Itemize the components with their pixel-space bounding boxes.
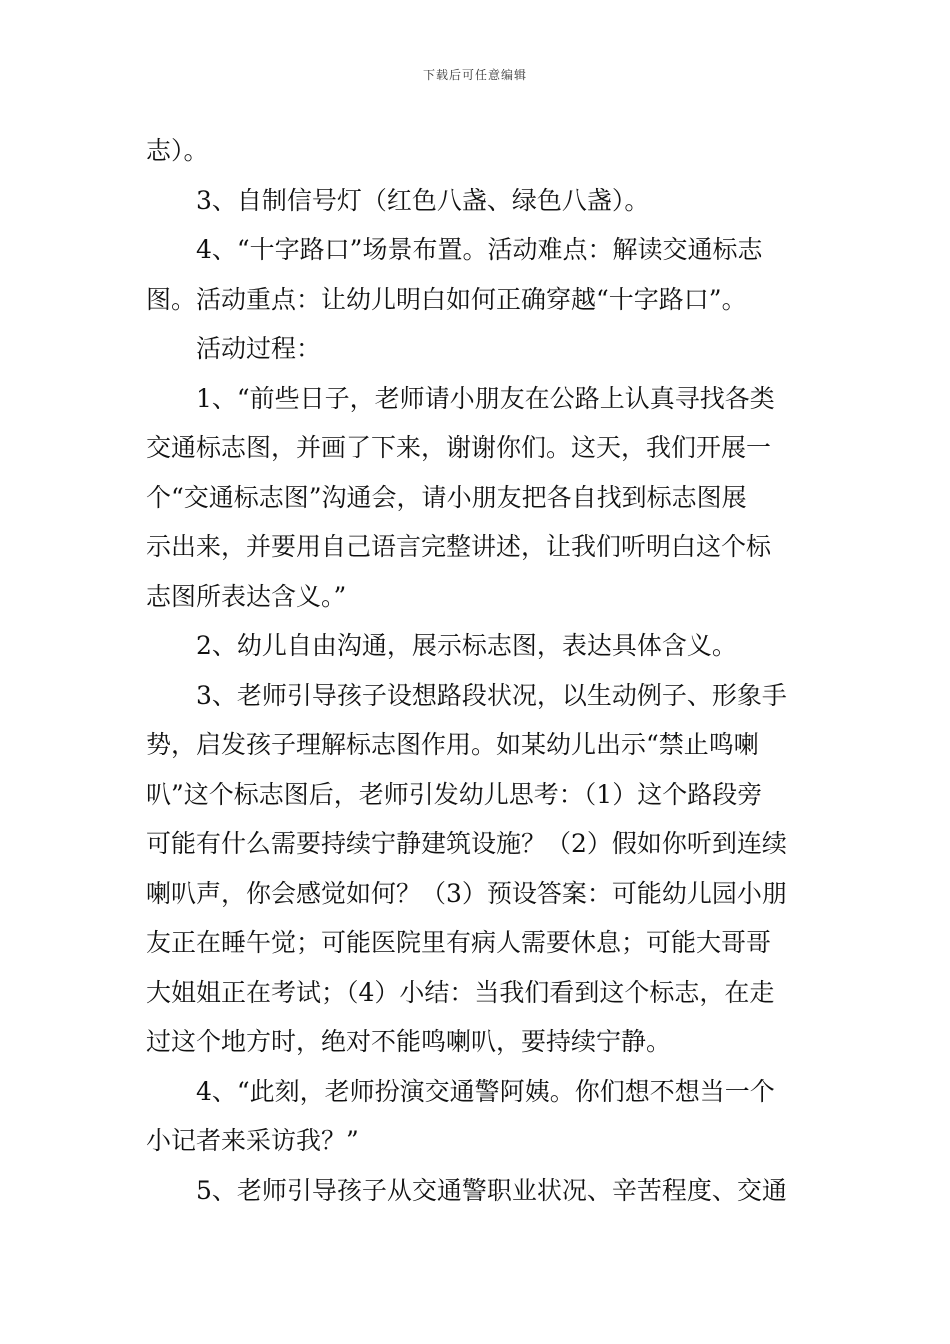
text-line: 图。活动重点：让幼儿明白如何正确穿越“十字路口”。 [146,284,747,314]
text-line: 2、幼儿自由沟通，展示标志图，表达具体含义。 [196,631,737,660]
section-heading: 活动过程： [196,334,322,363]
text-line: 3、老师引导孩子设想路段状况，以生动例子、形象手 [196,680,787,710]
document-body [146,126,806,1215]
text-line: 友正在睡午觉；可能医院里有病人需要休息；可能大哥哥 [146,928,772,957]
text-line: 叭”这个标志图后，老师引发幼儿思考：（1）这个路段旁 [146,779,763,809]
text-line: 可能有什么需要持续宁静建筑设施？（2）假如你听到连续 [146,829,787,858]
text-line: 3、自制信号灯（红色八盏、绿色八盏）。 [196,185,650,215]
text-line: 势，启发孩子理解标志图作用。如某幼儿出示“禁止鸣喇 [146,730,759,759]
header-note: 下载后可任意编辑 [422,68,527,82]
text-line: 志）。 [146,136,209,165]
text-line: 交通标志图，并画了下来，谢谢你们。这天，我们开展一 [146,433,772,462]
text-line: 个“交通标志图”沟通会，请小朋友把各自找到标志图展 [146,482,747,512]
text-line: 1、“前些日子，老师请小朋友在公路上认真寻找各类 [196,383,775,413]
text-line: 过这个地方时，绝对不能鸣喇叭，要持续宁静。 [146,1027,672,1056]
text-line: 示出来，并要用自己语言完整讲述，让我们听明白这个标 [146,532,772,561]
text-line: 5、老师引导孩子从交通警职业状况、辛苦程度、交通 [196,1175,787,1205]
text-line: 4、“十字路口”场景布置。活动难点：解读交通标志 [196,235,763,264]
text-line: 大姐姐正在考试；（4）小结：当我们看到这个标志，在走 [146,977,775,1007]
text-line: 4、“此刻，老师扮演交通警阿姨。你们想不想当一个 [196,1076,775,1106]
text-line: 喇叭声，你会感觉如何？（3）预设答案：可能幼儿园小朋 [146,878,787,908]
text-line: 小记者来采访我？” [146,1126,359,1155]
text-line: 志图所表达含义。” [146,581,347,611]
